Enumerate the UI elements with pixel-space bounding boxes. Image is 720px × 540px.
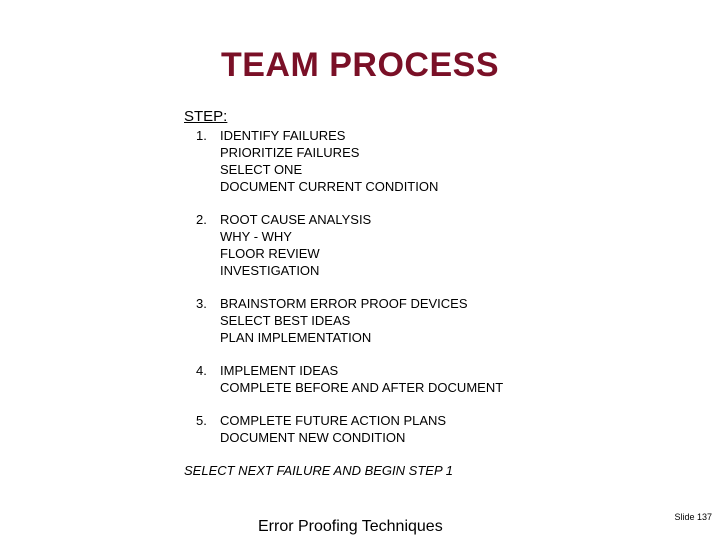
step-line: IDENTIFY FAILURES (220, 128, 346, 143)
slide-number: Slide 137 (674, 512, 712, 522)
step-line: INVESTIGATION (220, 263, 320, 278)
step-item (196, 211, 616, 279)
steps-list (196, 127, 616, 462)
step-item (196, 127, 616, 195)
slide-title: TEAM PROCESS (220, 46, 500, 84)
step-line: IMPLEMENT IDEAS (220, 363, 339, 378)
step-line: SELECT ONE (220, 162, 303, 177)
step-item (196, 412, 616, 446)
step-label: STEP: (184, 108, 228, 125)
step-line: SELECT BEST IDEAS (220, 313, 351, 328)
step-line: BRAINSTORM ERROR PROOF DEVICES (220, 296, 468, 311)
step-number: 3. (196, 296, 207, 311)
step-line: DOCUMENT NEW CONDITION (220, 430, 406, 445)
step-line: PLAN IMPLEMENTATION (220, 330, 372, 345)
step-number: 1. (196, 128, 207, 143)
step-line: COMPLETE BEFORE AND AFTER DOCUMENT (220, 380, 504, 395)
step-number: 2. (196, 212, 207, 227)
step-line: PRIORITIZE FAILURES (220, 145, 360, 160)
step-number: 4. (196, 363, 207, 378)
step-line: COMPLETE FUTURE ACTION PLANS (220, 413, 447, 428)
step-line: ROOT CAUSE ANALYSIS (220, 212, 372, 227)
next-step-note: SELECT NEXT FAILURE AND BEGIN STEP 1 (184, 463, 453, 478)
step-item (196, 295, 616, 346)
step-item (196, 362, 616, 396)
step-line: DOCUMENT CURRENT CONDITION (220, 179, 439, 194)
footer-course-title: Error Proofing Techniques (258, 518, 443, 535)
step-line: WHY - WHY (220, 229, 292, 244)
step-line: FLOOR REVIEW (220, 246, 320, 261)
step-number: 5. (196, 413, 207, 428)
